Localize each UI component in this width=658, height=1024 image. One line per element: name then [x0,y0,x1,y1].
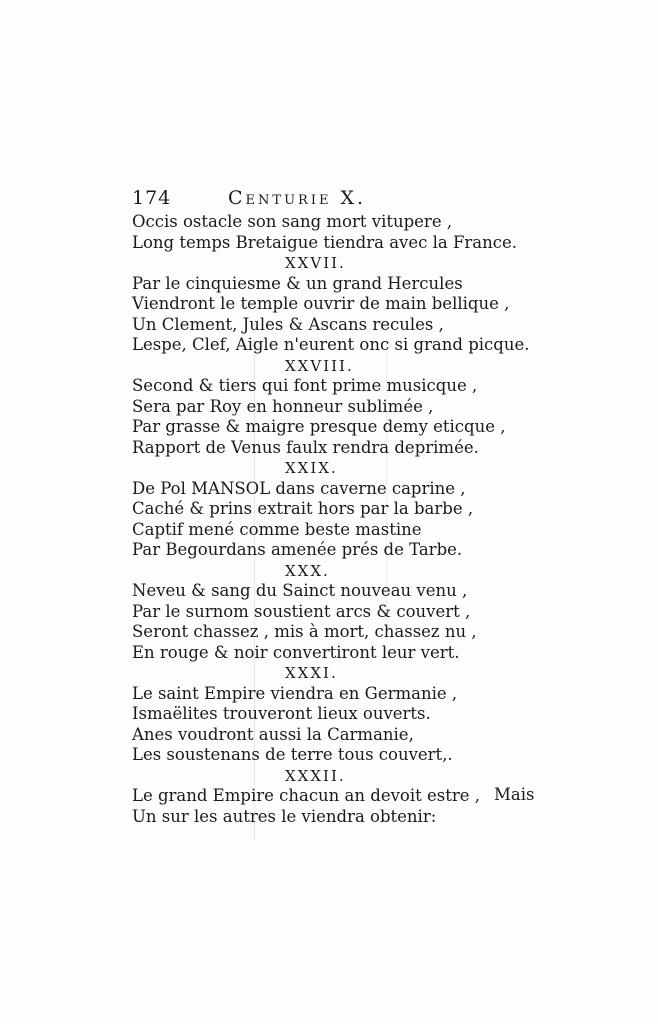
verse-text-block [132,212,535,827]
quatrain-number: XXVIII. [285,356,354,375]
verse-line: Long temps Bretaigue tiendra avec la France. [132,232,518,252]
verse-line: Sera par Roy en honneur sublimée , [132,396,434,416]
running-head: Centurie X. [228,187,367,209]
verse-line: En rouge & noir convertiront leur vert. [132,642,460,662]
verse-line: Seront chassez , mis à mort, chassez nu , [132,622,477,641]
quatrain-number: XXVII. [285,254,346,272]
verse-line: Par le cinquiesme & un grand Hercules [132,273,463,293]
verse-line: Un Clement, Jules & Ascans recules , [132,314,444,334]
verse-line: Un sur les autres le viendra obtenir: [132,806,437,826]
page-header [132,187,432,211]
quatrain-number: XXIX. [285,459,338,477]
quatrain-number: XXXI. [285,664,338,682]
quatrain-number: XXXII. [285,766,346,785]
verse-line: Le grand Empire chacun an devoit estre , [132,786,481,805]
catchword: Mais [494,785,535,804]
verse-line: Viendront le temple ouvrir de main bellique , [132,294,510,313]
verse-line: Second & tiers qui font prime musicque , [132,376,478,395]
verse-line: Ismaëlites trouveront lieux ouverts. [132,704,431,723]
verse-line: Neveu & sang du Sainct nouveau venu , [132,581,468,600]
verse-line: Par le surnom soustient arcs & couvert , [132,601,471,621]
quatrain-number: XXX. [285,561,330,580]
verse-line: Occis ostacle son sang mort vitupere , [132,212,453,231]
verse-line: Caché & prins extrait hors par la barbe , [132,499,474,518]
verse-line: De Pol MANSOL dans caverne caprine , [132,478,466,498]
page-number: 174 [132,187,172,209]
verse-line: Les soustenans de terre tous couvert,. [132,745,453,764]
verse-line: Rapport de Venus faulx rendra deprimée. [132,437,479,457]
verse-line: Captif mené comme beste mastine [132,519,422,539]
verse-line: Par grasse & maigre presque demy eticque , [132,417,506,436]
verse-line: Anes voudront aussi la Carmanie, [132,724,414,744]
verse-line: Lespe, Clef, Aigle n'eurent onc si grand picque. [132,335,530,354]
verse-line: Par Begourdans amenée prés de Tarbe. [132,540,463,559]
verse-line: Le saint Empire viendra en Germanie , [132,683,458,703]
